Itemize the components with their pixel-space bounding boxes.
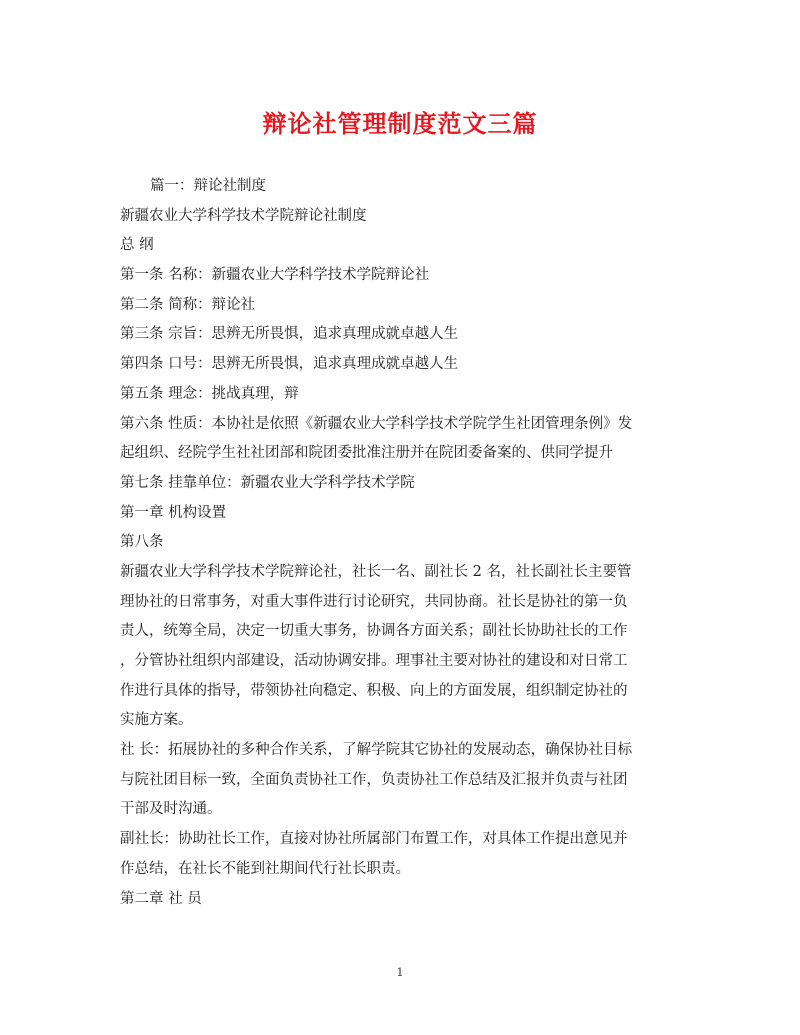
text-line: 第四条 口号：思辨无所畏惧，追求真理成就卓越人生 <box>120 356 459 373</box>
text-line: 新疆农业大学科学技术学院辩论社制度 <box>120 207 367 224</box>
text-line: 理协社的日常事务，对重大事件进行讨论研究，共同协商。社长是协社的第一负 <box>120 593 628 610</box>
document-title: 辩论社管理制度范文三篇 <box>262 109 538 138</box>
text-line: 第八条 <box>120 534 164 551</box>
text-line: 实施方案。 <box>120 712 193 729</box>
text-line: 起组织、经院学生社社团部和院团委批准注册并在院团委备案的、供同学提升 <box>120 445 613 462</box>
text-line: 第二章 社 员 <box>120 890 202 907</box>
text-line: 第六条 性质：本协社是依照《新疆农业大学科学技术学院学生社团管理条例》发 <box>120 415 633 432</box>
section-heading: 篇一：辩论社制度 <box>150 178 266 194</box>
text-line: 干部及时沟通。 <box>120 801 222 818</box>
text-line: ，分管协社组织内部建设，活动协调安排。理事社主要对协社的建设和对日常工 <box>120 653 628 669</box>
text-line: 作进行具体的指导，带领协社向稳定、积极、向上的方面发展，组织制定协社的 <box>120 682 628 699</box>
text-line: 总 纲 <box>120 237 154 254</box>
text-line: 第五条 理念：挑战真理，辩 <box>120 385 299 402</box>
text-line: 第二条 简称：辩论社 <box>120 296 256 313</box>
text-line: 作总结，在社长不能到社期间代行社长职责。 <box>120 860 410 877</box>
text-line: 第三条 宗旨：思辨无所畏惧，追求真理成就卓越人生 <box>120 326 459 343</box>
text-line: 责人，统筹全局，决定一切重大事务，协调各方面关系；副社长协助社长的工作 <box>120 623 628 640</box>
text-line: 第一条 名称：新疆农业大学科学技术学院辩论社 <box>120 267 430 284</box>
text-line: 第七条 挂靠单位：新疆农业大学科学技术学院 <box>120 474 415 491</box>
text-line: 第一章 机构设置 <box>120 504 227 521</box>
page-number: 1 <box>396 966 404 979</box>
text-line: 副社长：协助社长工作，直接对协社所属部门布置工作，对具体工作提出意见并 <box>120 831 628 848</box>
text-line: 社 长：拓展协社的多种合作关系，了解学院其它协社的发展动态，确保协社目标 <box>120 742 633 759</box>
document-body <box>120 172 684 914</box>
text-line: 与院社团目标一致，全面负责协社工作，负责协社工作总结及汇报并负责与社团 <box>120 771 628 788</box>
text-line: 新疆农业大学科学技术学院辩论社，社长一名、副社长 2 名，社长副社长主要管 <box>120 563 632 580</box>
